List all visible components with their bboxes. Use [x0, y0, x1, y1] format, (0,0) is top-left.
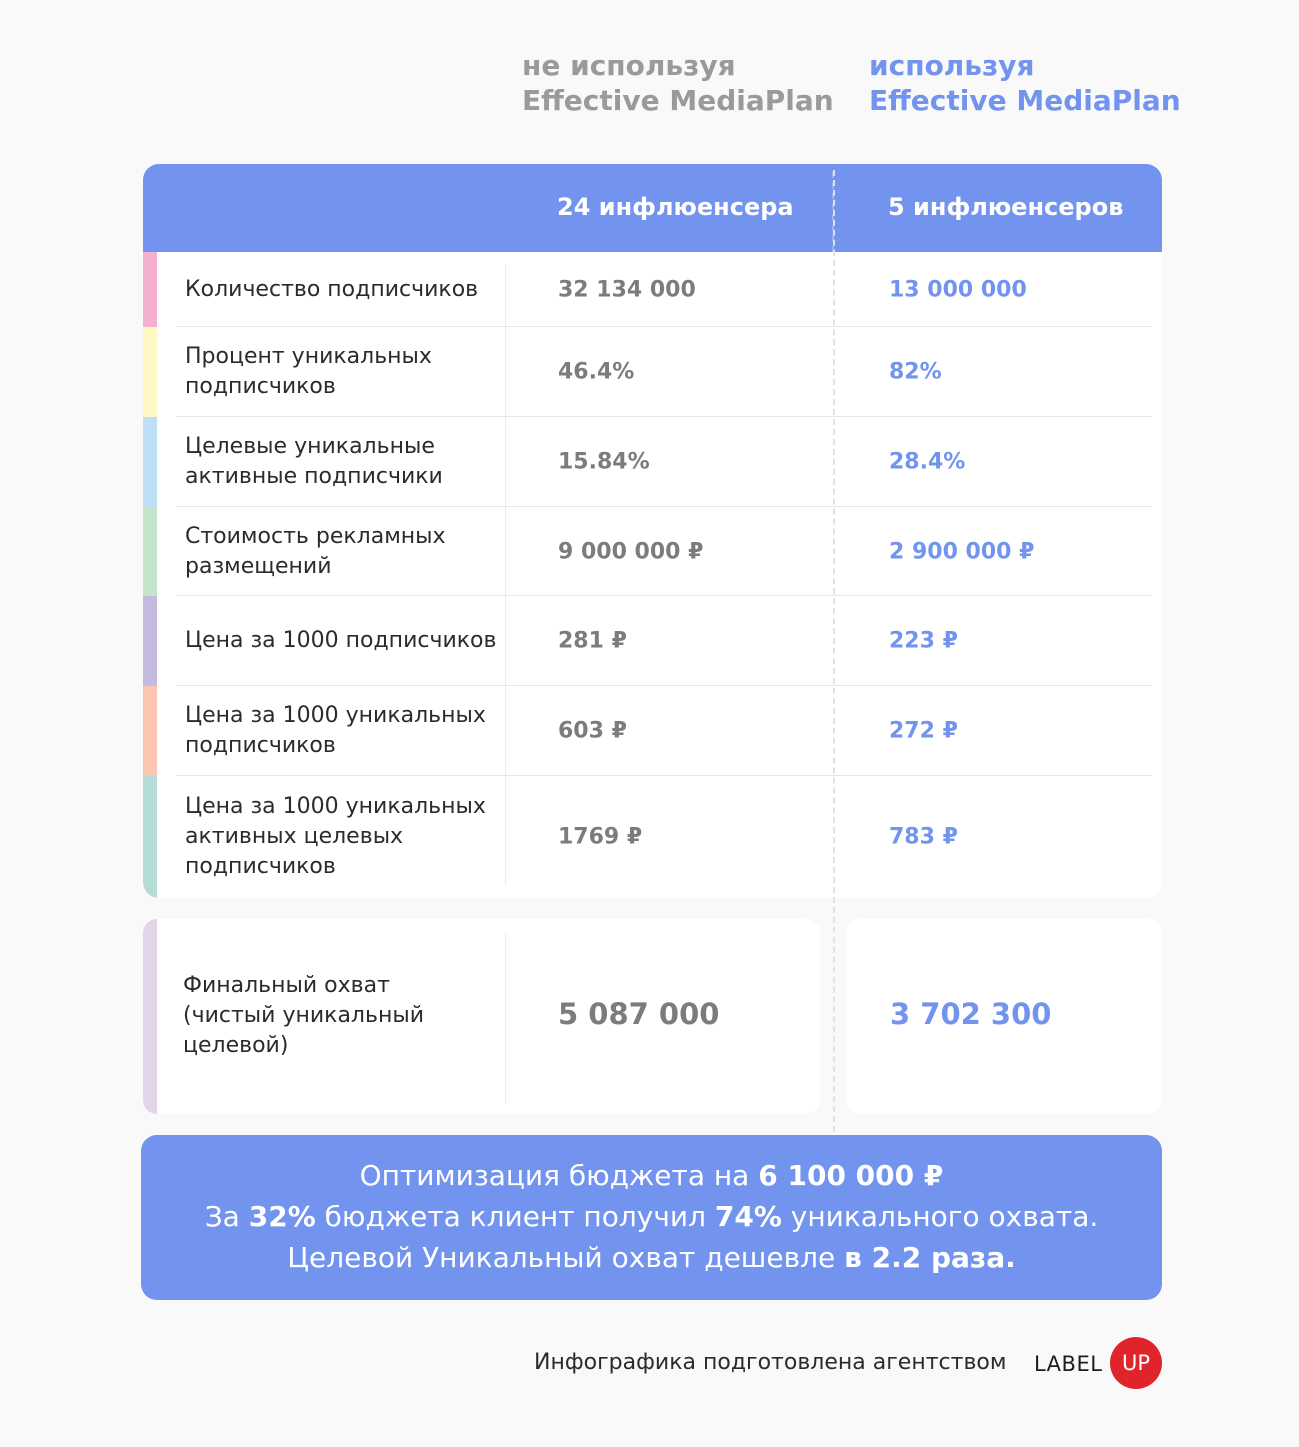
column-heading-without [522, 48, 834, 118]
summary-line-1 [141, 1155, 1162, 1196]
footer-credit: Инфографика подготовлена агентством [534, 1350, 1007, 1375]
summary-highlight: 74% [714, 1200, 782, 1233]
table-row [143, 252, 1162, 327]
header-without: 24 инфлюенсера [557, 193, 794, 221]
value-without: 603 ₽ [558, 718, 627, 744]
value-with: 223 ₽ [889, 628, 958, 654]
row-separator [505, 596, 506, 686]
column-heading-with-line1: используя [869, 49, 1035, 82]
summary-text: Оптимизация бюджета на [359, 1159, 759, 1192]
row-label: Количество подписчиков [185, 276, 479, 302]
value-without: 281 ₽ [558, 628, 627, 654]
column-heading-with-line2: Effective MediaPlan [869, 84, 1181, 117]
table-row [143, 596, 1162, 686]
brand-logo-up: UP [1110, 1337, 1162, 1389]
row-color-stripe [143, 686, 157, 776]
table-header [143, 164, 1162, 252]
row-label: Цена за 1000 уникальных активных целевых подписчиков [185, 794, 486, 879]
summary-text: бюджета клиент получил [315, 1200, 715, 1233]
row-color-stripe [143, 327, 157, 417]
table-row [143, 507, 1162, 596]
row-separator [505, 264, 506, 327]
summary-text: уникального охвата. [781, 1200, 1099, 1233]
final-separator [505, 933, 506, 1103]
final-label: Финальный охват (чистый уникальный целевой) [183, 973, 425, 1058]
table-row [143, 327, 1162, 417]
final-reach-without [143, 919, 820, 1114]
row-separator [505, 686, 506, 776]
row-label: Стоимость рекламных размещений [185, 523, 446, 579]
value-without: 9 000 000 ₽ [558, 539, 704, 564]
header-with: 5 инфлюенсеров [888, 193, 1124, 221]
final-value-with: 3 702 300 [890, 997, 1052, 1031]
row-label: Процент уникальных подписчиков [185, 344, 432, 399]
summary-highlight: 32% [248, 1200, 316, 1233]
column-heading-without-line1: не используя [522, 49, 736, 82]
value-with: 783 ₽ [889, 824, 958, 850]
value-with: 2 900 000 ₽ [889, 539, 1035, 564]
row-label: Целевые уникальные активные подписчики [185, 434, 443, 489]
row-color-stripe [143, 596, 157, 686]
final-reach-with [846, 919, 1162, 1114]
value-with: 28.4% [889, 449, 966, 475]
value-with: 82% [889, 359, 942, 385]
table-row [143, 417, 1162, 507]
value-without: 32 134 000 [558, 277, 696, 302]
row-color-stripe [143, 507, 157, 596]
final-color-stripe [143, 919, 157, 1114]
value-without: 46.4% [558, 359, 635, 385]
summary-line-3 [141, 1237, 1162, 1278]
table-row [143, 776, 1162, 898]
comparison-table [143, 164, 1162, 898]
row-label: Цена за 1000 подписчиков [185, 628, 497, 653]
row-color-stripe [143, 417, 157, 507]
value-with: 272 ₽ [889, 718, 958, 744]
summary-text: За [204, 1200, 249, 1233]
row-label: Цена за 1000 уникальных подписчиков [185, 703, 486, 758]
row-separator [505, 417, 506, 507]
summary-line-2 [141, 1196, 1162, 1237]
column-heading-with [869, 48, 1181, 118]
value-without: 1769 ₽ [558, 824, 643, 850]
table-row [143, 686, 1162, 776]
summary-text: Целевой Уникальный охват дешевле [287, 1241, 845, 1274]
column-divider [833, 170, 835, 1132]
row-separator [505, 776, 506, 886]
row-color-stripe [143, 776, 157, 898]
final-value-without: 5 087 000 [558, 997, 720, 1031]
summary-highlight: 6 100 000 ₽ [758, 1159, 944, 1192]
summary-banner [141, 1135, 1162, 1300]
brand-logo-label: LABEL [1034, 1352, 1103, 1376]
row-color-stripe [143, 252, 157, 327]
row-separator [505, 507, 506, 596]
column-heading-without-line2: Effective MediaPlan [522, 84, 834, 117]
value-without: 15.84% [558, 449, 650, 475]
row-separator [505, 327, 506, 417]
value-with: 13 000 000 [889, 277, 1027, 302]
summary-highlight: в 2.2 раза. [844, 1241, 1016, 1274]
